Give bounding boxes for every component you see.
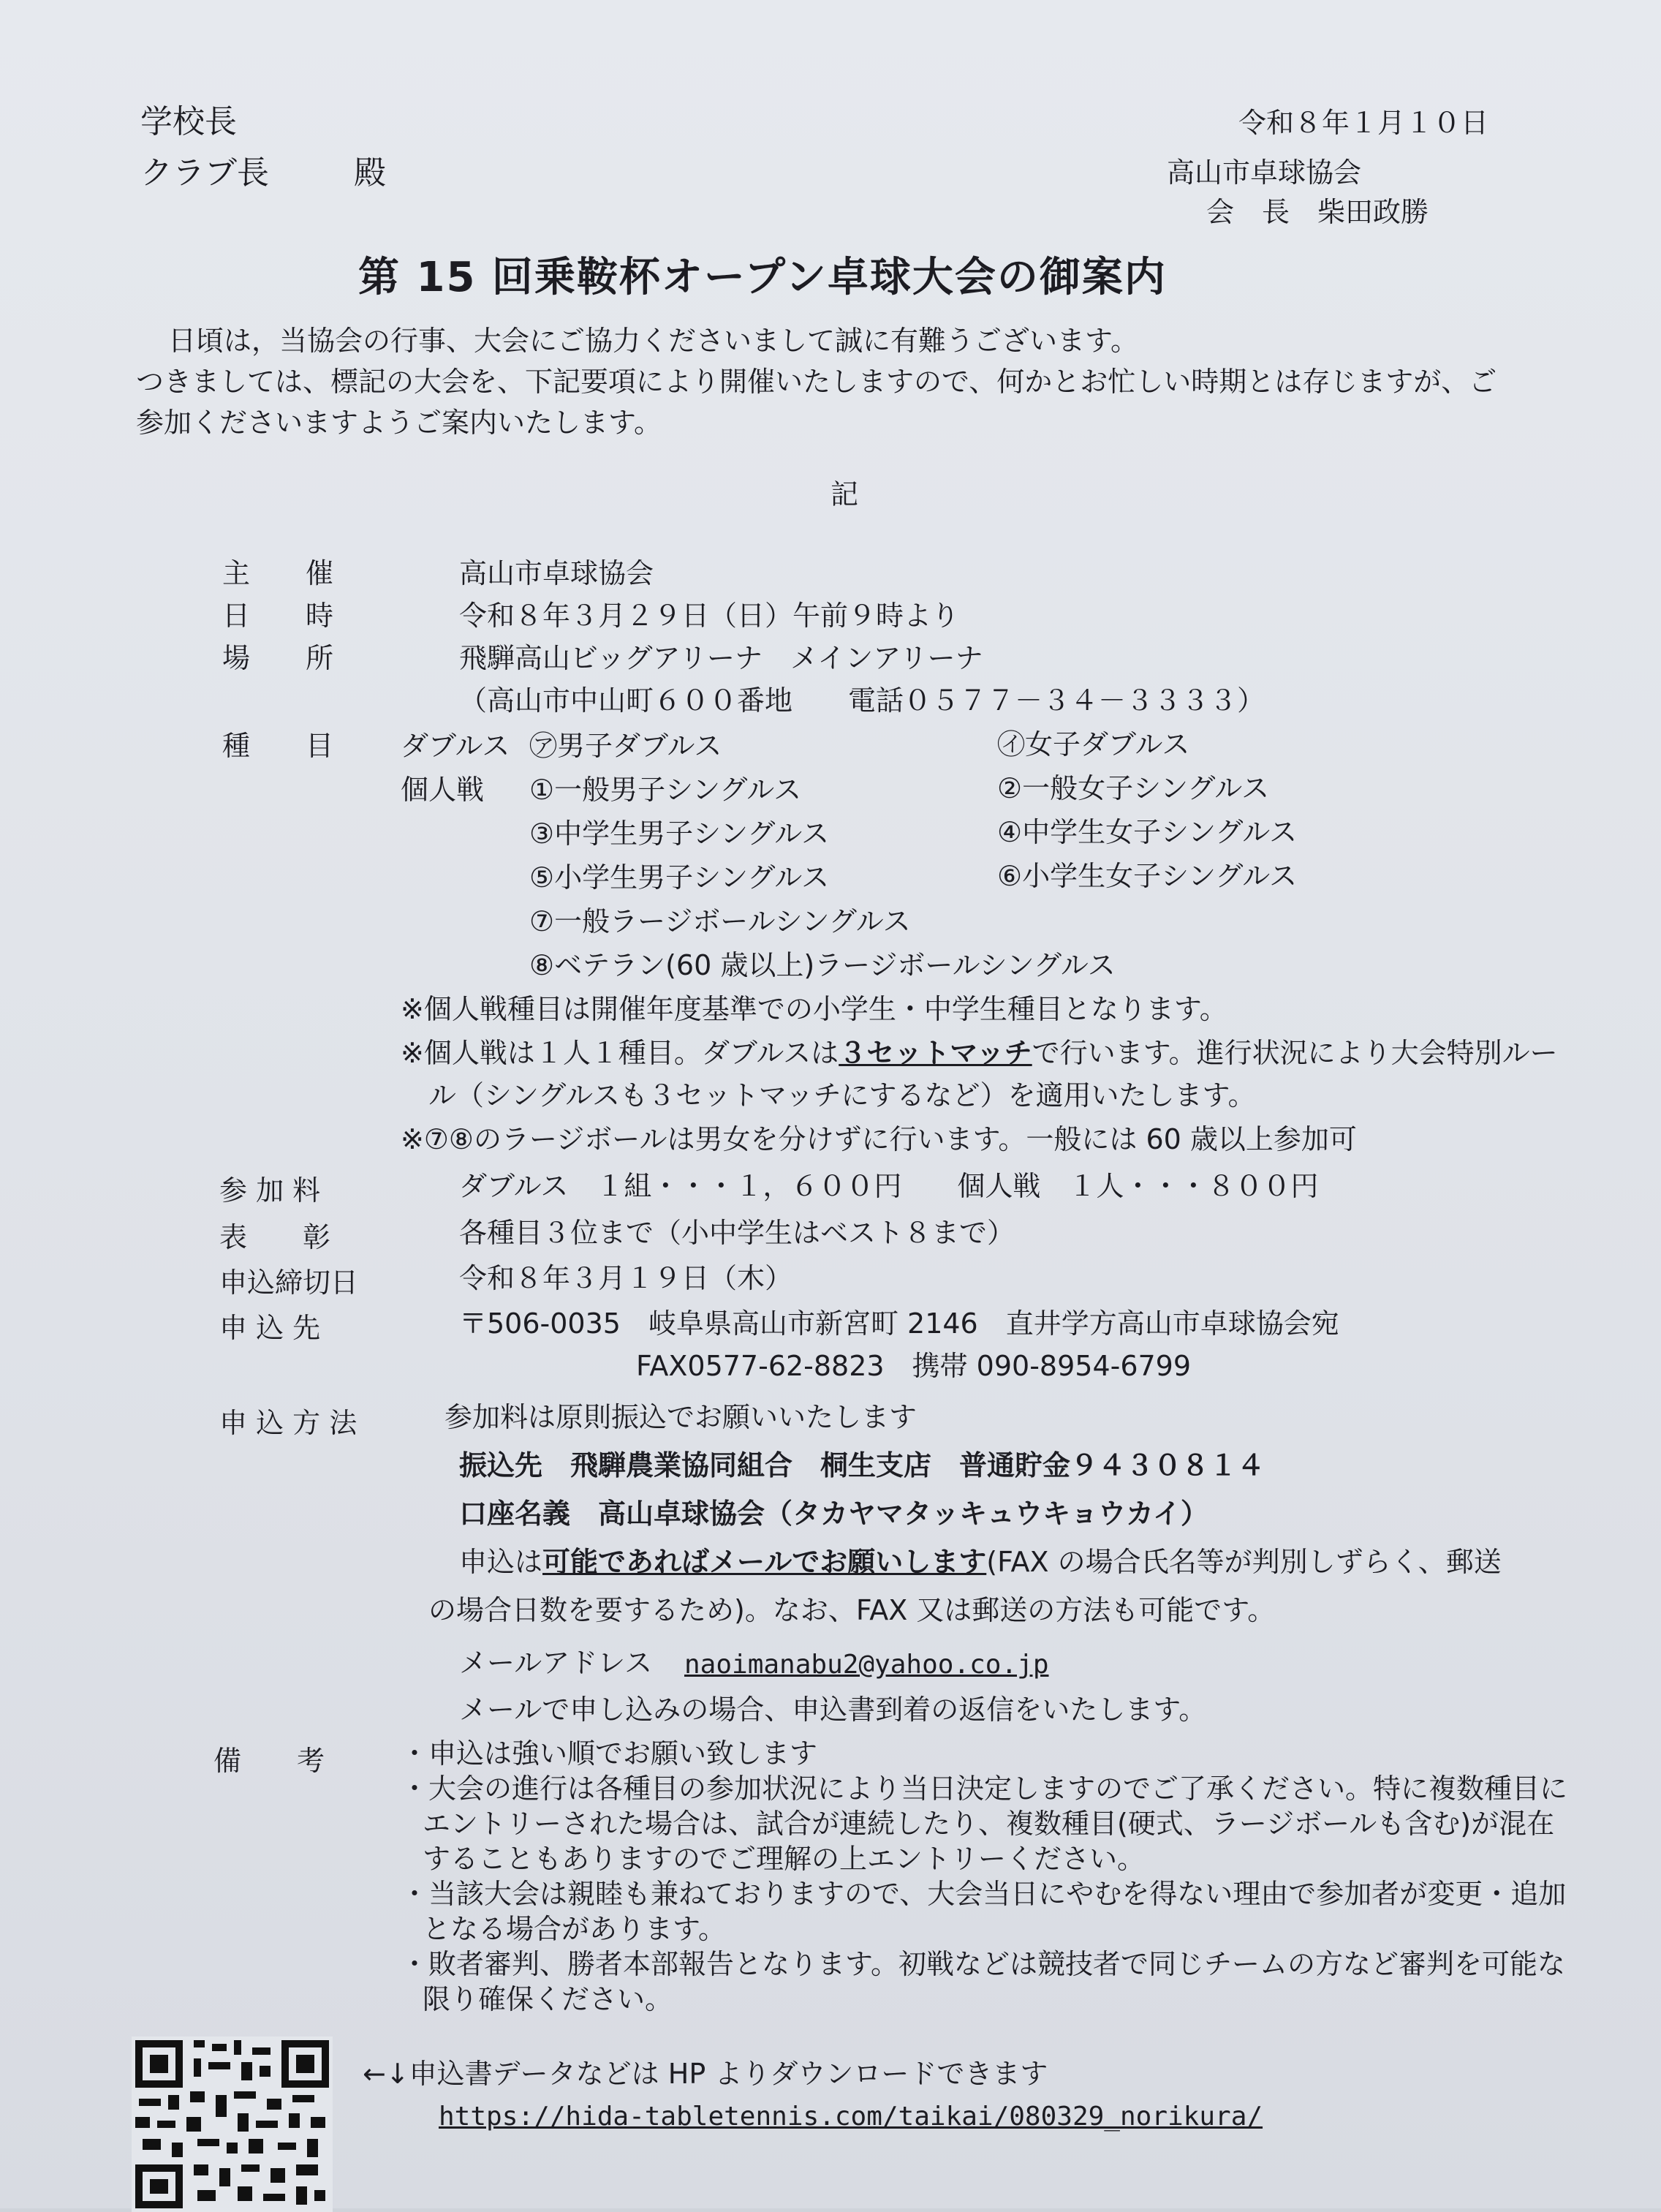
singles-event-6: ⑥小学生女子シングルス xyxy=(997,860,1298,892)
note-3: ※⑦⑧のラージボールは男女を分けずに行います。一般には 60 歳以上参加可 xyxy=(401,1123,1357,1155)
singles-event-7: ⑦一般ラージボールシングルス xyxy=(529,905,911,937)
method-mail-post: (FAX の場合氏名等が判別しずらく、郵送 xyxy=(986,1546,1502,1578)
method-mail-pre: 申込は xyxy=(459,1546,543,1578)
addressee-principal: 学校長 xyxy=(140,103,237,140)
fee-label: 参 加 料 xyxy=(219,1174,321,1207)
method-label: 申 込 方 法 xyxy=(219,1407,357,1439)
remark-line-5: ・当該大会は親睦も兼ねておりますので、大会当日にやむを得ない理由で参加者が変更・追加 xyxy=(401,1878,1567,1910)
apply-to-contact: FAX0577-62-8823 携帯 090-8954-6799 xyxy=(636,1350,1192,1382)
apply-to-label: 申 込 先 xyxy=(219,1312,321,1344)
sender-name: 会 長 柴田政勝 xyxy=(1206,196,1429,228)
venue-value: 飛騨高山ビッグアリーナ メインアリーナ xyxy=(459,642,983,674)
intro-line-1: 日頃は，当協会の行事、大会にご協力くださいまして誠に有難うございます。 xyxy=(168,325,1138,357)
note-2-line-2: ル（シングルスも３セットマッチにするなど）を適用いたします。 xyxy=(428,1079,1256,1111)
singles-label: 個人戦 xyxy=(401,774,485,806)
method-mail-emphasis: 可能であればメールでお願いします xyxy=(542,1546,987,1578)
intro-line-2: つきましては、標記の大会を、下記要項により開催いたしますので、何かとお忙しい時期とは存じますが、ご xyxy=(136,366,1497,398)
remark-line-8: 限り確保ください。 xyxy=(423,1983,673,2015)
qr-code-icon[interactable] xyxy=(132,2037,333,2212)
download-url-link[interactable]: https://hida-tabletennis.com/taikai/080329_norikura/ xyxy=(439,2102,1263,2132)
singles-event-8: ⑧ベテラン(60 歳以上)ラージボールシングルス xyxy=(529,949,1116,981)
ki-marker: 記 xyxy=(830,478,859,510)
remarks-label: 備 考 xyxy=(213,1745,325,1777)
method-mail xyxy=(459,1541,1502,1582)
deadline-value: 令和８年３月１９日（木） xyxy=(459,1262,793,1294)
remark-line-7: ・敗者審判、勝者本部報告となります。初戦などは競技者で同じチームの方など審判を可能な xyxy=(401,1948,1565,1980)
datetime-value: 令和８年３月２９日（日）午前９時より xyxy=(459,600,960,632)
singles-event-2: ②一般女子シングルス xyxy=(997,772,1270,804)
page-title: 第 15 回乗鞍杯オープン卓球大会の御案内 xyxy=(358,254,1167,301)
method-mail-line-2: の場合日数を要するため)。なお、FAX 又は郵送の方法も可能です。 xyxy=(428,1594,1276,1626)
deadline-label: 申込締切日 xyxy=(219,1267,359,1299)
bank-info: 振込先 飛騨農業協同組合 桐生支店 普通貯金９４３０８１４ xyxy=(459,1449,1265,1481)
remark-line-4: することもありますのでご理解の上エントリーください。 xyxy=(423,1843,1146,1875)
apply-to-value: 〒506-0035 岐阜県高山市新宮町 2146 直井学方高山市卓球協会宛 xyxy=(459,1307,1339,1340)
singles-event-5: ⑤小学生男子シングルス xyxy=(529,861,830,894)
note-2-bold: ３セットマッチ xyxy=(839,1037,1032,1069)
note-2-post: で行います。進行状況により大会特別ルー xyxy=(1032,1037,1558,1069)
note-2 xyxy=(401,1033,1558,1073)
singles-event-3: ③中学生男子シングルス xyxy=(529,818,830,850)
venue-address: （高山市中山町６００番地 電話０５７７－３４－３３３３） xyxy=(459,684,1265,717)
remark-line-2: ・大会の進行は各種目の参加状況により当日決定しますのでご了承ください。特に複数種目に xyxy=(401,1773,1568,1805)
award-value: 各種目３位まで（小中学生はベスト８まで） xyxy=(459,1217,1015,1249)
doubles-women: ㋑女子ダブルス xyxy=(997,728,1190,760)
doubles-label: ダブルス xyxy=(401,730,510,762)
reply-note: メールで申し込みの場合、申込書到着の返信をいたします。 xyxy=(459,1694,1207,1726)
singles-event-4: ④中学生女子シングルス xyxy=(997,816,1298,848)
venue-label: 場 所 xyxy=(222,642,334,674)
sender-organization: 高山市卓球協会 xyxy=(1167,156,1362,189)
singles-event-1: ①一般男子シングルス xyxy=(529,774,802,806)
method-line-1: 参加料は原則振込でお願いいたします xyxy=(444,1401,917,1433)
award-label: 表 彰 xyxy=(219,1221,331,1253)
note-1: ※個人戦種目は開催年度基準での小学生・中学生種目となります。 xyxy=(401,993,1227,1025)
doubles-men: ㋐男子ダブルス xyxy=(529,730,722,762)
download-note: ←↓申込書データなどは HP よりダウンロードできます xyxy=(363,2058,1048,2090)
remark-line-1: ・申込は強い順でお願い致します xyxy=(401,1737,818,1770)
remark-line-6: となる場合があります。 xyxy=(423,1913,726,1945)
fee-value: ダブルス １組・・・１，６００円 個人戦 １人・・・８００円 xyxy=(459,1170,1319,1202)
intro-line-3: 参加くださいますようご案内いたします。 xyxy=(136,407,662,439)
note-2-pre: ※個人戦は１人１種目。ダブルスは xyxy=(401,1037,839,1069)
email-link[interactable]: naoimanabu2@yahoo.co.jp xyxy=(684,1650,1049,1680)
remark-line-3: エントリーされた場合は、試合が連続したり、複数種目(硬式、ラージボールも含む)が混在 xyxy=(423,1808,1555,1840)
email-label: メールアドレス xyxy=(459,1647,653,1679)
addressee-honorific: 殿 xyxy=(354,154,386,192)
organizer-label: 主 催 xyxy=(222,557,334,589)
addressee-club-head: クラブ長 xyxy=(140,154,269,192)
document-date: 令和８年１月１０日 xyxy=(1238,107,1489,139)
datetime-label: 日 時 xyxy=(222,600,334,632)
account-name: 口座名義 高山卓球協会（タカヤマタッキュウキョウカイ） xyxy=(459,1498,1208,1530)
organizer-value: 高山市卓球協会 xyxy=(459,557,654,589)
events-label: 種 目 xyxy=(222,730,334,762)
